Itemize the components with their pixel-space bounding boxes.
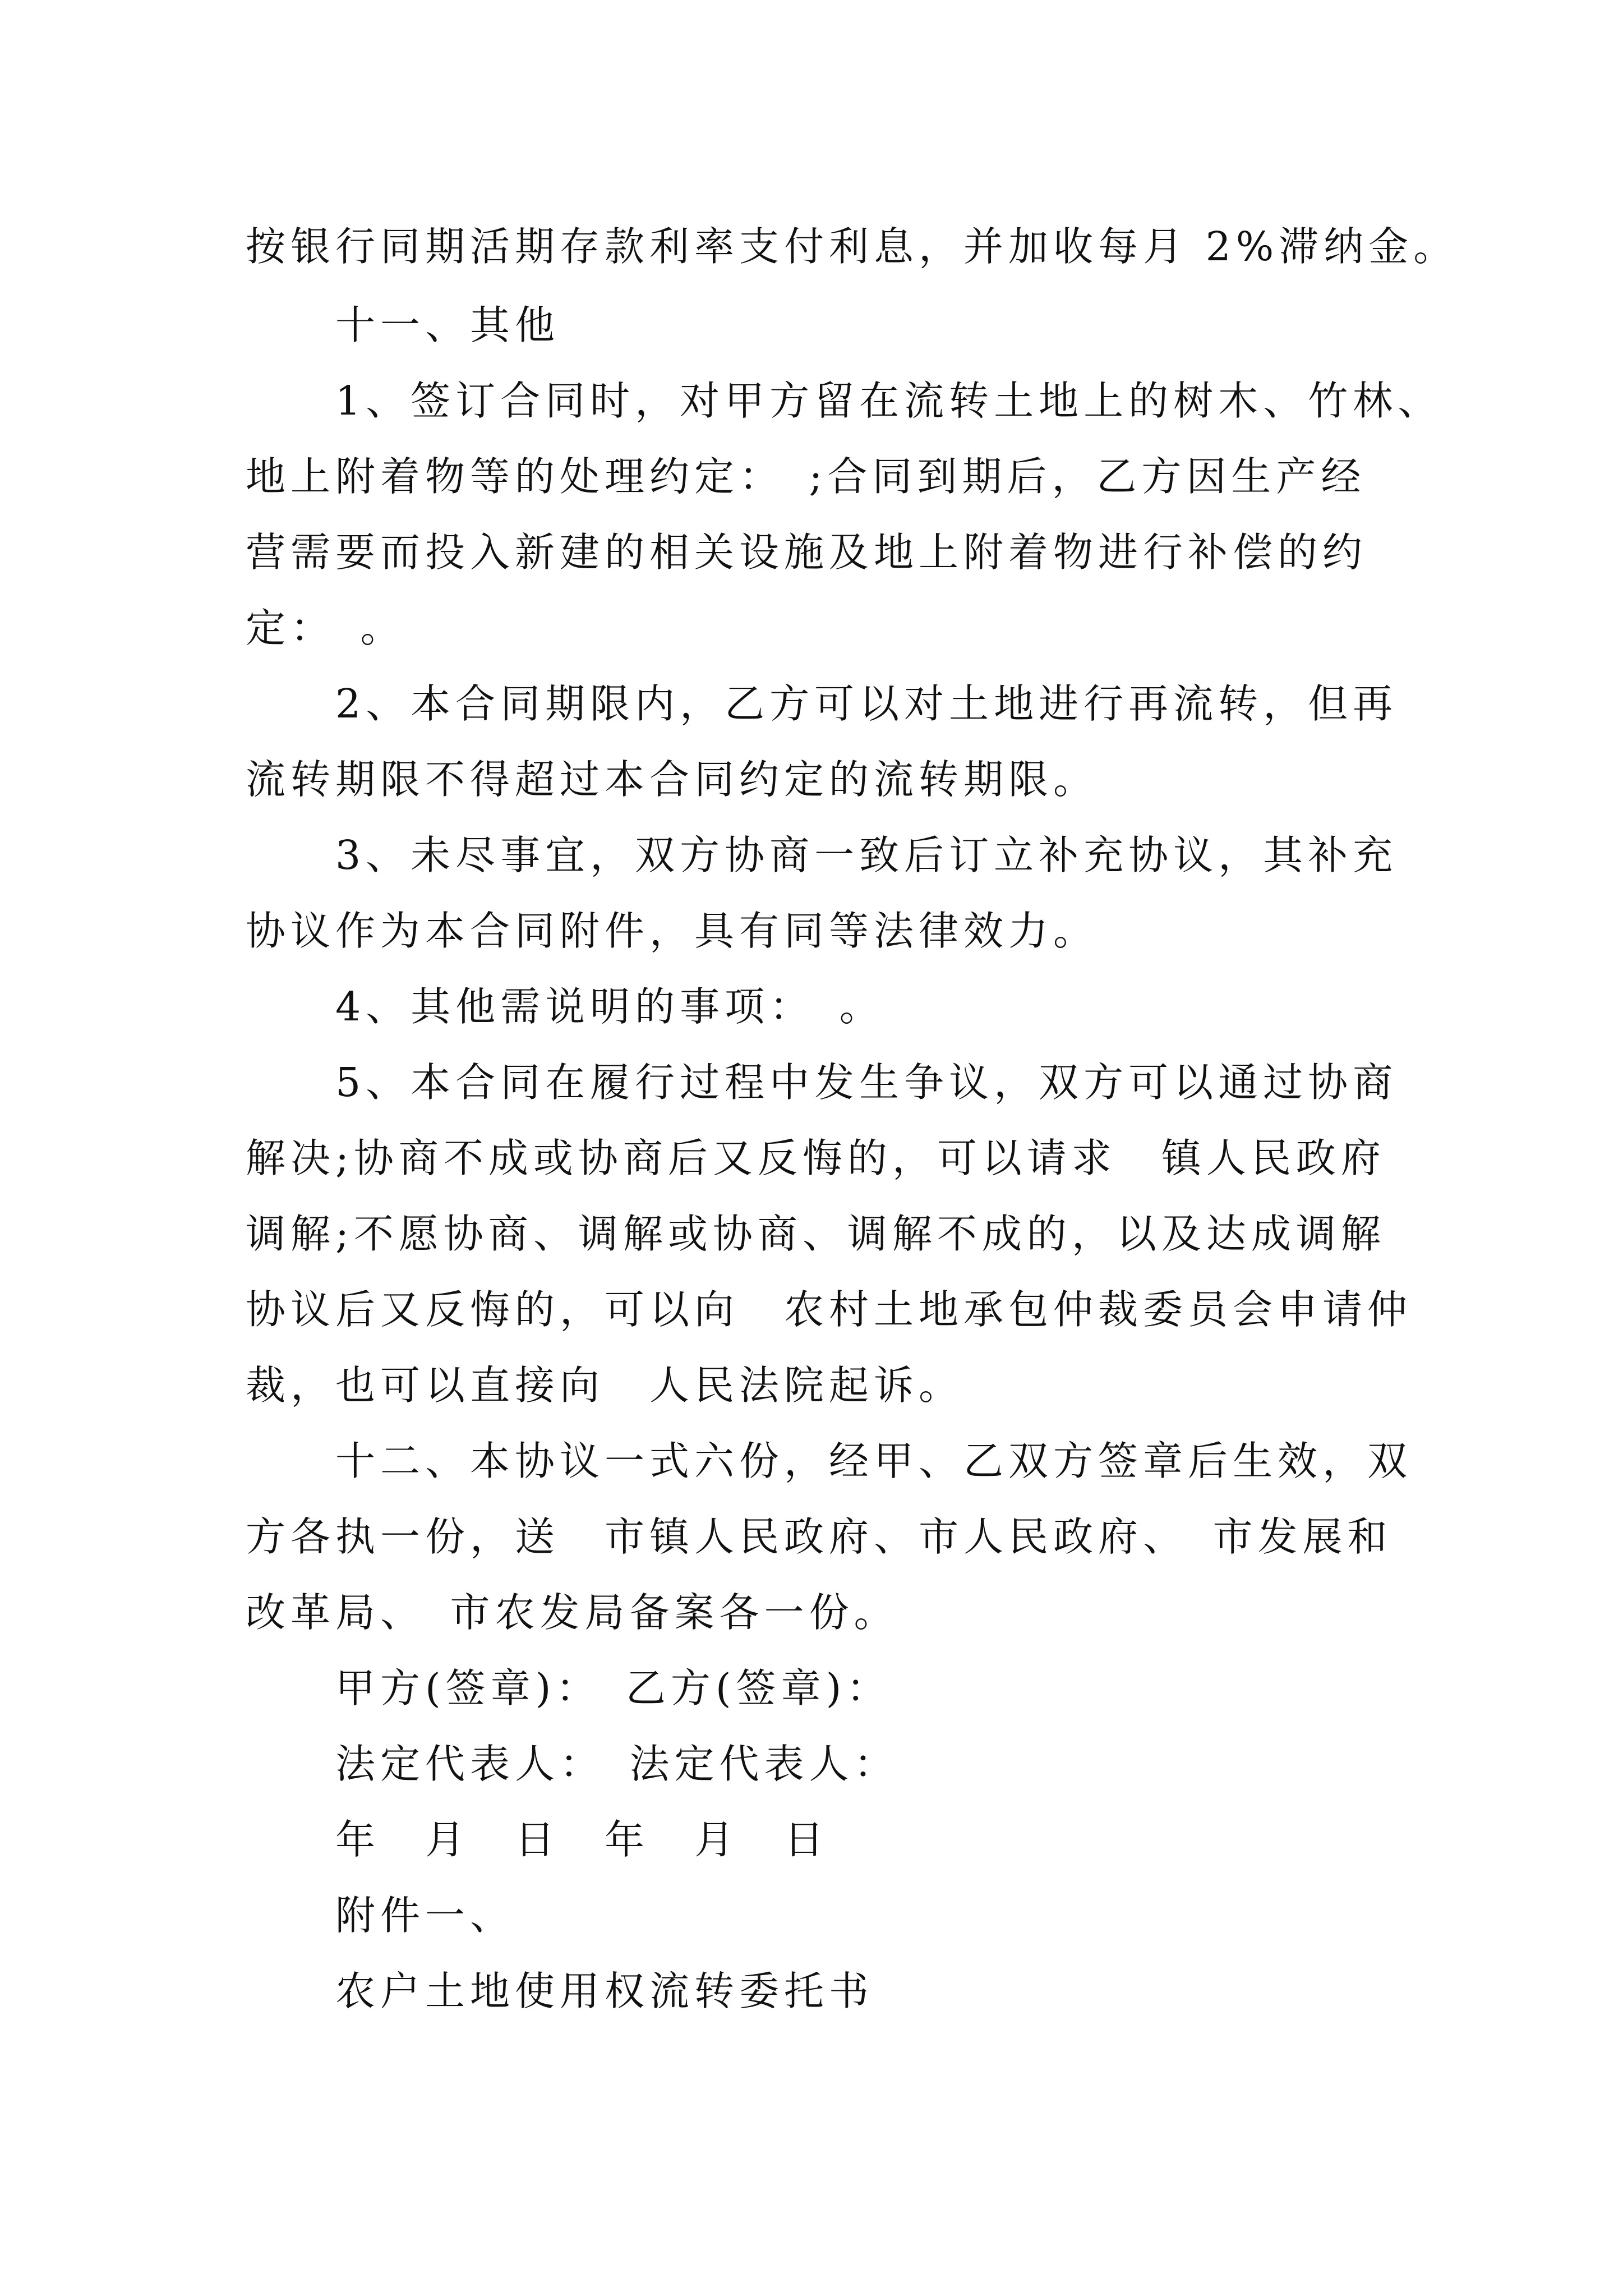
text-line-9: 3、未尽事宜，双方协商一致后订立补充协议，其补充 [335, 832, 1398, 878]
section-heading-12: 十二、本协议一式六份，经甲、乙双方签章后生效，双 [335, 1438, 1413, 1484]
text-line-1: 按银行同期活期存款利率支付利息，并加收每月 2%滞纳金。 [246, 223, 1459, 270]
text-line-14: 调解;不愿协商、调解或协商、调解不成的，以及达成调解 [246, 1211, 1386, 1257]
legal-representative-line: 法定代表人： 法定代表人： [335, 1741, 899, 1787]
section-heading-11: 十一、其他 [335, 302, 560, 348]
text-line-11: 4、其他需说明的事项： 。 [335, 983, 884, 1030]
text-line-8: 流转期限不得超过本合同约定的流转期限。 [246, 756, 1099, 803]
text-line-18: 方各执一份，送 市镇人民政府、市人民政府、 市发展和 [246, 1513, 1393, 1560]
text-line-15: 协议后又反悔的，可以向 农村土地承包仲裁委员会申请仲 [246, 1286, 1413, 1333]
text-line-7: 2、本合同期限内，乙方可以对土地进行再流转，但再 [335, 680, 1398, 727]
signature-line: 甲方(签章)： 乙方(签章)： [335, 1665, 892, 1711]
text-line-5: 营需要而投入新建的相关设施及地上附着物进行补偿的约 [246, 529, 1368, 576]
text-line-12: 5、本合同在履行过程中发生争议，双方可以通过协商 [335, 1059, 1398, 1106]
attachment-label: 附件一、 [335, 1892, 515, 1939]
text-line-16: 裁，也可以直接向 人民法院起诉。 [246, 1362, 964, 1409]
date-line: 年 月 日 年 月 日 [335, 1816, 829, 1863]
text-line-6: 定： 。 [246, 605, 405, 651]
text-line-19: 改革局、 市农发局备案各一份。 [246, 1589, 899, 1636]
text-line-4: 地上附着物等的处理约定： ;合同到期后，乙方因生产经 [246, 453, 1366, 500]
text-line-13: 解决;协商不成或协商后又反悔的，可以请求 镇人民政府 [246, 1135, 1386, 1181]
text-line-10: 协议作为本合同附件，具有同等法律效力。 [246, 908, 1099, 954]
text-line-3: 1、签订合同时，对甲方留在流转土地上的树木、竹林、 [335, 378, 1443, 424]
attachment-title: 农户土地使用权流转委托书 [335, 1968, 874, 2014]
